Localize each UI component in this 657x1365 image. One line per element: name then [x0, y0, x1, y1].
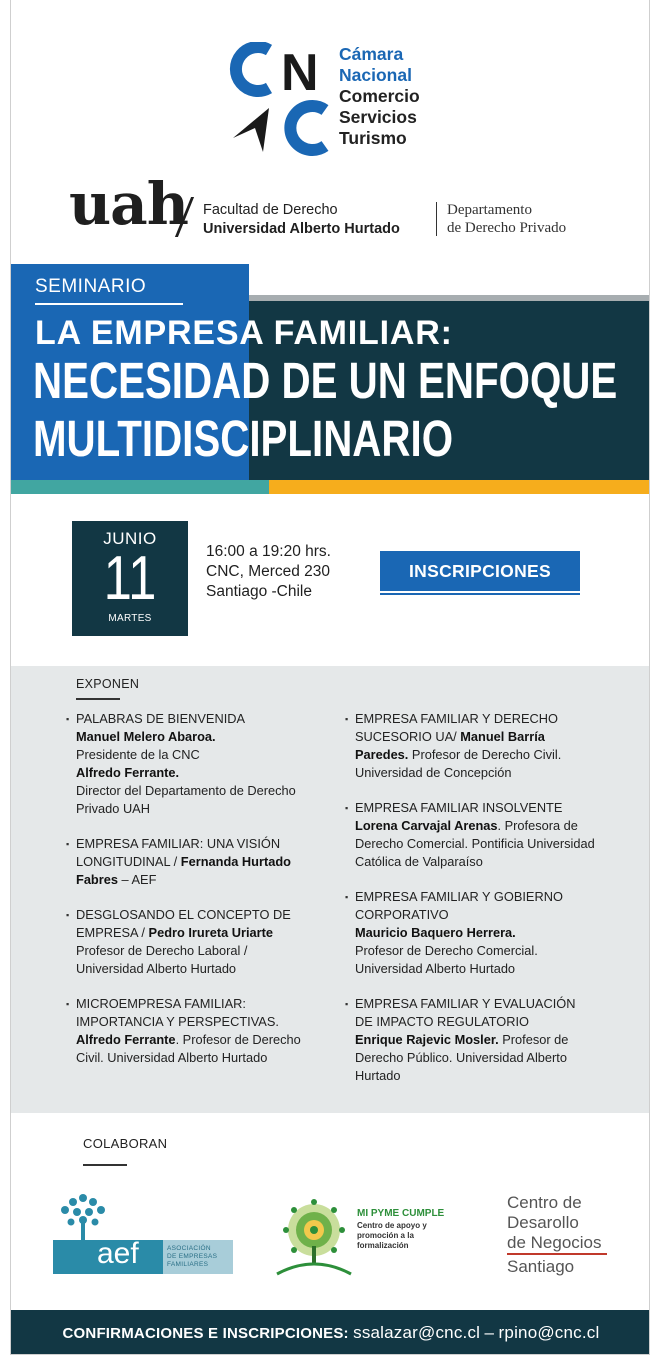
registration-button-underline — [380, 593, 580, 595]
speakers-label: EXPONEN — [76, 677, 140, 691]
speaker-item: ▪ EMPRESA FAMILIAR: UNA VISIÓN LONGITUDINAL / Fernanda Hurtado Fabres – AEF — [66, 835, 316, 889]
speaker-item: ▪ EMPRESA FAMILIAR Y DERECHO SUCESORIO UA/ Manuel Barría Paredes. Profesor de Derecho Civil. Universidad de Concepción — [345, 710, 595, 782]
cnc-name: Cámara Nacional Comercio Servicios Turismo — [339, 44, 420, 148]
speaker-item: ▪ EMPRESA FAMILIAR INSOLVENTE Lorena Carvajal Arenas. Profesora de Derecho Comercial. Pontificia Universidad Católica de Valparaíso — [345, 799, 595, 871]
date-day: 11 — [103, 544, 157, 613]
divider — [436, 202, 437, 236]
arrow-icon — [233, 108, 269, 152]
flyer — [10, 0, 650, 1355]
hero-yellow-strip — [269, 480, 650, 494]
speaker-item: ▪ EMPRESA FAMILIAR Y EVALUACIÓN DE IMPACTO REGULATORIO Enrique Rajevic Mosler. Profesor de Derecho Público. Universidad Alberto Hurtado — [345, 995, 595, 1085]
speakers-right-column — [345, 710, 595, 1102]
faculty-block — [203, 201, 400, 239]
title-line-3: MULTIDISCIPLINARIO — [33, 410, 454, 467]
event-venue: CNC, Merced 230 — [206, 563, 331, 580]
mipyme-title: MI PYME CUMPLE — [357, 1208, 445, 1219]
date-month: JUNIO — [103, 529, 157, 548]
email-link-2[interactable]: rpino@cnc.cl — [498, 1323, 600, 1342]
event-city: Santiago -Chile — [206, 583, 312, 600]
footer-label: CONFIRMACIONES E INSCRIPCIONES: — [62, 1325, 349, 1342]
footer — [11, 1310, 650, 1355]
event-info — [206, 542, 331, 602]
speakers-panel — [11, 666, 650, 1113]
cnc-letter-n: N — [281, 44, 319, 102]
aef-word: aef — [97, 1237, 139, 1270]
email-link-1[interactable]: ssalazar@cnc.cl — [353, 1323, 481, 1342]
aef-subtitle: ASOCIACIÓN DE EMPRESAS FAMILIARES — [167, 1245, 218, 1268]
speakers-left-column — [66, 710, 316, 1084]
mipyme-emblem-icon — [273, 1196, 355, 1278]
collaborators-label: COLABORAN — [83, 1136, 168, 1151]
faculty-name: Facultad de Derecho — [203, 202, 338, 218]
cdn-red-line — [507, 1253, 607, 1255]
aef-logo — [53, 1192, 235, 1278]
speaker-item: ▪ MICROEMPRESA FAMILIAR: IMPORTANCIA Y PERSPECTIVAS. Alfredo Ferrante. Profesor de Derecho Civil. Universidad Alberto Hurtado — [66, 995, 316, 1067]
mipyme-logo — [273, 1196, 473, 1278]
date-box — [72, 521, 188, 636]
seminar-label: SEMINARIO — [35, 276, 147, 297]
title-line-2: NECESIDAD DE UN ENFOQUE — [33, 352, 618, 409]
registration-button[interactable]: INSCRIPCIONES — [380, 551, 580, 591]
cdn-city: Santiago — [507, 1257, 575, 1276]
title-line-1: LA EMPRESA FAMILIAR: — [35, 314, 453, 352]
cnc-logo — [229, 42, 329, 157]
collaborators-underline — [83, 1164, 127, 1166]
hero-teal-strip — [11, 480, 269, 494]
speaker-item: ▪ DESGLOSANDO EL CONCEPTO DE EMPRESA / Pedro Irureta Uriarte Profesor de Derecho Laboral / Universidad Alberto Hurtado — [66, 906, 316, 978]
department-block: Departamento de Derecho Privado — [447, 202, 567, 236]
uah-logo: uah — [69, 170, 188, 238]
speaker-item: ▪ PALABRAS DE BIENVENIDA Manuel Melero Abaroa. Presidente de la CNC Alfredo Ferrante. Director del Departamento de Derecho Privado UAH — [66, 710, 316, 818]
event-time: 16:00 a 19:20 hrs. — [206, 543, 331, 560]
university-name: Universidad Alberto Hurtado — [203, 221, 400, 237]
seminar-underline — [35, 303, 183, 305]
speaker-item: ▪ EMPRESA FAMILIAR Y GOBIERNO CORPORATIVO Mauricio Baquero Herrera. Profesor de Derecho Comercial. Universidad Alberto Hurtado — [345, 888, 595, 978]
cdn-logo: Centro de Desarollo de Negocios — [507, 1193, 602, 1252]
footer-separator: – — [484, 1323, 495, 1342]
date-weekday: MARTES — [108, 613, 152, 624]
mipyme-subtitle: Centro de apoyo y promoción a la formalización — [357, 1221, 427, 1250]
speakers-underline — [76, 698, 120, 700]
